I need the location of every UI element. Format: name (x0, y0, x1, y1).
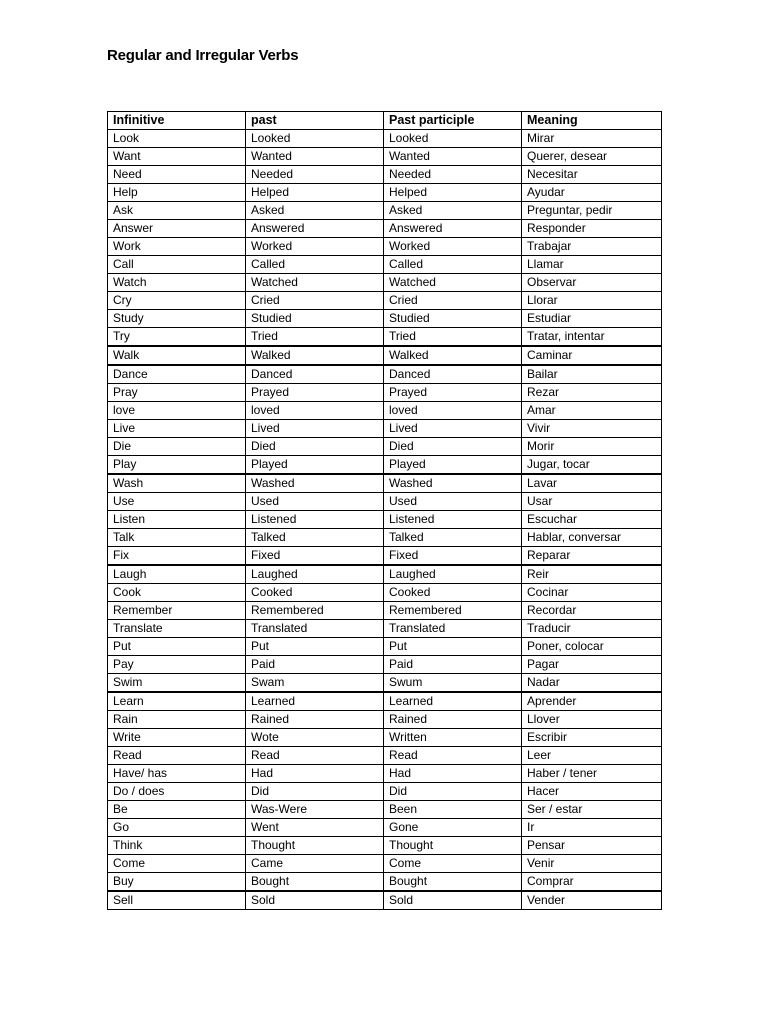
table-row (108, 365, 662, 384)
cell-past: Fixed (246, 547, 384, 566)
cell-infinitive: Talk (108, 529, 246, 547)
cell-past: Sold (246, 891, 384, 910)
cell-infinitive: Go (108, 819, 246, 837)
cell-meaning: Trabajar (522, 238, 662, 256)
cell-meaning: Caminar (522, 346, 662, 365)
header-meaning: Meaning (522, 112, 662, 130)
table-row (108, 584, 662, 602)
cell-past-participle: Rained (384, 711, 522, 729)
cell-past: Played (246, 456, 384, 475)
table-row (108, 384, 662, 402)
table-row (108, 565, 662, 584)
cell-past: Helped (246, 184, 384, 202)
cell-infinitive: Wash (108, 474, 246, 493)
cell-infinitive: Buy (108, 873, 246, 892)
cell-infinitive: Think (108, 837, 246, 855)
cell-past-participle: Gone (384, 819, 522, 837)
table-row (108, 148, 662, 166)
cell-infinitive: Look (108, 130, 246, 148)
table-row (108, 202, 662, 220)
cell-past-participle: Walked (384, 346, 522, 365)
cell-meaning: Pagar (522, 656, 662, 674)
cell-past-participle: Talked (384, 529, 522, 547)
cell-infinitive: Remember (108, 602, 246, 620)
table-row (108, 783, 662, 801)
table-row (108, 711, 662, 729)
cell-past-participle: Fixed (384, 547, 522, 566)
cell-meaning: Haber / tener (522, 765, 662, 783)
cell-infinitive: Come (108, 855, 246, 873)
cell-past-participle: Remembered (384, 602, 522, 620)
cell-past: Died (246, 438, 384, 456)
table-row (108, 256, 662, 274)
table-row (108, 602, 662, 620)
cell-past: Had (246, 765, 384, 783)
cell-infinitive: Dance (108, 365, 246, 384)
table-row (108, 402, 662, 420)
cell-past-participle: Sold (384, 891, 522, 910)
table-row (108, 529, 662, 547)
cell-past-participle: Laughed (384, 565, 522, 584)
cell-past: Washed (246, 474, 384, 493)
cell-infinitive: Have/ has (108, 765, 246, 783)
table-row (108, 184, 662, 202)
cell-meaning: Recordar (522, 602, 662, 620)
cell-past: Rained (246, 711, 384, 729)
table-row (108, 765, 662, 783)
cell-meaning: Llover (522, 711, 662, 729)
cell-past-participle: Worked (384, 238, 522, 256)
cell-past-participle: Answered (384, 220, 522, 238)
table-row (108, 511, 662, 529)
cell-meaning: Llorar (522, 292, 662, 310)
table-row (108, 801, 662, 819)
cell-infinitive: Live (108, 420, 246, 438)
cell-infinitive: Try (108, 328, 246, 347)
table-row (108, 238, 662, 256)
cell-past-participle: Paid (384, 656, 522, 674)
table-row (108, 310, 662, 328)
table-row (108, 166, 662, 184)
cell-meaning: Responder (522, 220, 662, 238)
cell-meaning: Aprender (522, 692, 662, 711)
cell-meaning: Nadar (522, 674, 662, 693)
cell-past: loved (246, 402, 384, 420)
cell-infinitive: Write (108, 729, 246, 747)
cell-meaning: Necesitar (522, 166, 662, 184)
cell-past: Lived (246, 420, 384, 438)
cell-infinitive: Want (108, 148, 246, 166)
cell-infinitive: Fix (108, 547, 246, 566)
cell-past-participle: Listened (384, 511, 522, 529)
cell-meaning: Vivir (522, 420, 662, 438)
cell-past: Translated (246, 620, 384, 638)
cell-past-participle: Helped (384, 184, 522, 202)
table-row (108, 620, 662, 638)
table-row (108, 891, 662, 910)
cell-meaning: Cocinar (522, 584, 662, 602)
cell-past: Looked (246, 130, 384, 148)
cell-meaning: Usar (522, 493, 662, 511)
table-row (108, 638, 662, 656)
table-row (108, 656, 662, 674)
cell-past: Answered (246, 220, 384, 238)
cell-past-participle: Asked (384, 202, 522, 220)
cell-past-participle: Put (384, 638, 522, 656)
table-row (108, 747, 662, 765)
cell-infinitive: Rain (108, 711, 246, 729)
cell-meaning: Escuchar (522, 511, 662, 529)
cell-meaning: Ayudar (522, 184, 662, 202)
cell-past-participle: Cooked (384, 584, 522, 602)
cell-past-participle: Wanted (384, 148, 522, 166)
cell-past: Read (246, 747, 384, 765)
cell-past-participle: Washed (384, 474, 522, 493)
cell-meaning: Poner, colocar (522, 638, 662, 656)
cell-past: Wote (246, 729, 384, 747)
cell-infinitive: Do / does (108, 783, 246, 801)
cell-infinitive: Work (108, 238, 246, 256)
cell-infinitive: Translate (108, 620, 246, 638)
cell-past: Wanted (246, 148, 384, 166)
cell-past: Cried (246, 292, 384, 310)
cell-past-participle: Translated (384, 620, 522, 638)
cell-meaning: Ser / estar (522, 801, 662, 819)
cell-meaning: Vender (522, 891, 662, 910)
cell-infinitive: Be (108, 801, 246, 819)
cell-past: Paid (246, 656, 384, 674)
table-row (108, 474, 662, 493)
cell-past-participle: Been (384, 801, 522, 819)
cell-infinitive: Cook (108, 584, 246, 602)
cell-past: Talked (246, 529, 384, 547)
cell-infinitive: Walk (108, 346, 246, 365)
cell-infinitive: Pray (108, 384, 246, 402)
cell-past-participle: Read (384, 747, 522, 765)
cell-meaning: Jugar, tocar (522, 456, 662, 475)
cell-infinitive: Call (108, 256, 246, 274)
cell-infinitive: Help (108, 184, 246, 202)
cell-infinitive: Put (108, 638, 246, 656)
cell-past-participle: Looked (384, 130, 522, 148)
table-row (108, 420, 662, 438)
header-infinitive: Infinitive (108, 112, 246, 130)
cell-meaning: Hacer (522, 783, 662, 801)
cell-infinitive: Laugh (108, 565, 246, 584)
cell-meaning: Escribir (522, 729, 662, 747)
cell-meaning: Venir (522, 855, 662, 873)
cell-past-participle: Died (384, 438, 522, 456)
cell-infinitive: Study (108, 310, 246, 328)
cell-past: Walked (246, 346, 384, 365)
cell-infinitive: Swim (108, 674, 246, 693)
cell-past-participle: Played (384, 456, 522, 475)
cell-past-participle: Danced (384, 365, 522, 384)
table-row (108, 346, 662, 365)
cell-past-participle: Had (384, 765, 522, 783)
cell-meaning: Querer, desear (522, 148, 662, 166)
table-row (108, 438, 662, 456)
cell-past-participle: Lived (384, 420, 522, 438)
cell-past-participle: Used (384, 493, 522, 511)
cell-past-participle: Tried (384, 328, 522, 347)
table-row (108, 873, 662, 892)
cell-past-participle: Cried (384, 292, 522, 310)
header-past-participle: Past participle (384, 112, 522, 130)
cell-past-participle: Watched (384, 274, 522, 292)
cell-meaning: Ir (522, 819, 662, 837)
cell-meaning: Preguntar, pedir (522, 202, 662, 220)
cell-meaning: Mirar (522, 130, 662, 148)
cell-infinitive: Ask (108, 202, 246, 220)
cell-past: Called (246, 256, 384, 274)
cell-infinitive: Watch (108, 274, 246, 292)
table-row (108, 130, 662, 148)
cell-meaning: Lavar (522, 474, 662, 493)
cell-past-participle: Needed (384, 166, 522, 184)
cell-past-participle: Learned (384, 692, 522, 711)
cell-infinitive: Listen (108, 511, 246, 529)
cell-meaning: Hablar, conversar (522, 529, 662, 547)
header-past: past (246, 112, 384, 130)
cell-past: Cooked (246, 584, 384, 602)
table-row (108, 692, 662, 711)
table-body (108, 130, 662, 910)
table-row (108, 729, 662, 747)
cell-meaning: Reparar (522, 547, 662, 566)
cell-past: Laughed (246, 565, 384, 584)
cell-past-participle: Did (384, 783, 522, 801)
cell-past: Did (246, 783, 384, 801)
cell-infinitive: love (108, 402, 246, 420)
table-row (108, 855, 662, 873)
cell-infinitive: Learn (108, 692, 246, 711)
cell-past-participle: loved (384, 402, 522, 420)
cell-infinitive: Use (108, 493, 246, 511)
table-row (108, 547, 662, 566)
cell-past: Watched (246, 274, 384, 292)
table-row (108, 456, 662, 475)
cell-infinitive: Read (108, 747, 246, 765)
cell-past: Needed (246, 166, 384, 184)
cell-meaning: Bailar (522, 365, 662, 384)
cell-past-participle: Thought (384, 837, 522, 855)
cell-meaning: Observar (522, 274, 662, 292)
cell-meaning: Tratar, intentar (522, 328, 662, 347)
cell-meaning: Leer (522, 747, 662, 765)
cell-past: Learned (246, 692, 384, 711)
cell-past-participle: Called (384, 256, 522, 274)
cell-past: Danced (246, 365, 384, 384)
cell-past-participle: Come (384, 855, 522, 873)
cell-meaning: Llamar (522, 256, 662, 274)
cell-meaning: Rezar (522, 384, 662, 402)
cell-past: Used (246, 493, 384, 511)
cell-past: Remembered (246, 602, 384, 620)
cell-meaning: Morir (522, 438, 662, 456)
table-row (108, 837, 662, 855)
cell-meaning: Traducir (522, 620, 662, 638)
cell-meaning: Reir (522, 565, 662, 584)
cell-past: Listened (246, 511, 384, 529)
cell-meaning: Estudiar (522, 310, 662, 328)
cell-past-participle: Prayed (384, 384, 522, 402)
cell-past: Came (246, 855, 384, 873)
table-row (108, 328, 662, 347)
cell-past: Thought (246, 837, 384, 855)
table-row (108, 274, 662, 292)
cell-meaning: Amar (522, 402, 662, 420)
table-row (108, 220, 662, 238)
cell-past: Studied (246, 310, 384, 328)
table-row (108, 819, 662, 837)
cell-past: Put (246, 638, 384, 656)
cell-infinitive: Sell (108, 891, 246, 910)
table-row (108, 674, 662, 693)
cell-past: Tried (246, 328, 384, 347)
cell-past: Worked (246, 238, 384, 256)
cell-past-participle: Studied (384, 310, 522, 328)
cell-infinitive: Cry (108, 292, 246, 310)
cell-past: Swam (246, 674, 384, 693)
table-row (108, 292, 662, 310)
cell-past: Bought (246, 873, 384, 892)
cell-past: Prayed (246, 384, 384, 402)
cell-meaning: Comprar (522, 873, 662, 892)
cell-past: Asked (246, 202, 384, 220)
cell-infinitive: Die (108, 438, 246, 456)
cell-infinitive: Pay (108, 656, 246, 674)
page-title: Regular and Irregular Verbs (107, 47, 299, 64)
cell-past-participle: Swum (384, 674, 522, 693)
cell-infinitive: Play (108, 456, 246, 475)
cell-past: Was-Were (246, 801, 384, 819)
cell-infinitive: Need (108, 166, 246, 184)
cell-infinitive: Answer (108, 220, 246, 238)
cell-past: Went (246, 819, 384, 837)
table-header-row (108, 112, 662, 130)
cell-meaning: Pensar (522, 837, 662, 855)
cell-past-participle: Written (384, 729, 522, 747)
verbs-table (107, 111, 662, 910)
cell-past-participle: Bought (384, 873, 522, 892)
table-row (108, 493, 662, 511)
